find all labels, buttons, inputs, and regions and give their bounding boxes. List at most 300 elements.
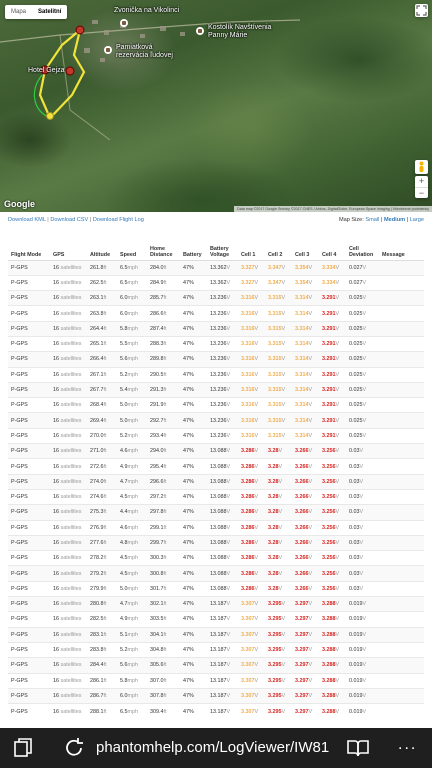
table-cell: 264.4ft bbox=[87, 321, 117, 336]
table-cell: 3.316V bbox=[238, 291, 265, 306]
table-cell: 3.291V bbox=[319, 367, 346, 382]
table-cell: 6.5mph bbox=[117, 260, 147, 275]
table-cell: 47% bbox=[180, 673, 207, 688]
table-cell: 0.025V bbox=[346, 352, 379, 367]
table-cell: 3.256V bbox=[319, 520, 346, 535]
table-cell: 3.316V bbox=[238, 321, 265, 336]
table-cell: 262.5ft bbox=[87, 275, 117, 290]
table-cell: 13.187V bbox=[207, 704, 238, 719]
table-cell: 3.315V bbox=[265, 291, 292, 306]
table-cell: 265.1ft bbox=[87, 336, 117, 351]
address-bar-url[interactable]: phantomhelp.com/LogViewer/IW81 bbox=[96, 739, 330, 756]
table-cell: 3.288V bbox=[319, 688, 346, 703]
table-cell: 3.286V bbox=[238, 566, 265, 581]
table-cell bbox=[379, 597, 424, 612]
browser-toolbar bbox=[0, 728, 432, 768]
table-cell: 13.088V bbox=[207, 489, 238, 504]
table-row bbox=[8, 321, 424, 336]
table-cell: 294.0ft bbox=[147, 444, 180, 459]
street-view-pegman[interactable] bbox=[415, 160, 428, 174]
table-cell bbox=[379, 612, 424, 627]
table-cell: 16 satellites bbox=[50, 428, 87, 443]
table-cell: P-GPS bbox=[8, 597, 50, 612]
table-cell: 3.28V bbox=[265, 566, 292, 581]
table-cell: 3.295V bbox=[265, 704, 292, 719]
column-header: Cell 3 bbox=[292, 234, 319, 260]
table-row bbox=[8, 704, 424, 719]
table-cell: 3.266V bbox=[292, 489, 319, 504]
table-cell: 13.088V bbox=[207, 520, 238, 535]
table-cell: 4.6mph bbox=[117, 520, 147, 535]
table-cell: 267.1ft bbox=[87, 367, 117, 382]
table-row bbox=[8, 520, 424, 535]
table-cell: 4.7mph bbox=[117, 597, 147, 612]
table-cell: 3.288V bbox=[319, 627, 346, 642]
table-cell: 5.8mph bbox=[117, 673, 147, 688]
table-cell: 274.6ft bbox=[87, 489, 117, 504]
table-cell: 307.0ft bbox=[147, 673, 180, 688]
table-cell: 3.307V bbox=[238, 627, 265, 642]
table-cell: 16 satellites bbox=[50, 535, 87, 550]
table-row bbox=[8, 489, 424, 504]
table-cell: 47% bbox=[180, 306, 207, 321]
table-cell: 3.307V bbox=[238, 688, 265, 703]
table-cell: 3.266V bbox=[292, 459, 319, 474]
poi-icon bbox=[104, 46, 112, 54]
table-cell: 13.236V bbox=[207, 321, 238, 336]
table-cell: 3.307V bbox=[238, 642, 265, 657]
column-header: Flight Mode bbox=[8, 234, 50, 260]
table-cell: 47% bbox=[180, 275, 207, 290]
table-cell: 4.6mph bbox=[117, 444, 147, 459]
table-cell: 3.291V bbox=[319, 321, 346, 336]
table-cell: 3.291V bbox=[319, 382, 346, 397]
refresh-button[interactable] bbox=[62, 736, 86, 760]
table-cell: P-GPS bbox=[8, 275, 50, 290]
table-cell: 3.354V bbox=[292, 275, 319, 290]
table-row bbox=[8, 413, 424, 428]
table-cell: 3.334V bbox=[319, 275, 346, 290]
table-cell: 3.291V bbox=[319, 336, 346, 351]
table-cell: 16 satellites bbox=[50, 581, 87, 596]
table-cell: 295.4ft bbox=[147, 459, 180, 474]
table-cell: 5.0mph bbox=[117, 398, 147, 413]
table-cell: 3.316V bbox=[238, 398, 265, 413]
table-cell: 16 satellites bbox=[50, 658, 87, 673]
table-cell: 16 satellites bbox=[50, 336, 87, 351]
table-cell bbox=[379, 275, 424, 290]
table-cell: 3.286V bbox=[238, 551, 265, 566]
fullscreen-icon bbox=[415, 4, 428, 17]
table-cell: P-GPS bbox=[8, 704, 50, 719]
table-cell: 47% bbox=[180, 566, 207, 581]
table-cell: 3.316V bbox=[238, 352, 265, 367]
table-cell: 299.1ft bbox=[147, 520, 180, 535]
table-cell: 3.286V bbox=[238, 444, 265, 459]
table-row bbox=[8, 275, 424, 290]
table-cell: 13.236V bbox=[207, 336, 238, 351]
table-cell: 47% bbox=[180, 382, 207, 397]
table-cell: 47% bbox=[180, 291, 207, 306]
flight-data-table-container[interactable] bbox=[8, 234, 424, 720]
table-cell: 3.28V bbox=[265, 459, 292, 474]
table-header-row bbox=[8, 234, 424, 260]
table-cell: 16 satellites bbox=[50, 489, 87, 504]
download-kml-link[interactable]: Download KML bbox=[8, 217, 46, 223]
table-cell: 47% bbox=[180, 459, 207, 474]
table-cell: 13.236V bbox=[207, 291, 238, 306]
table-row bbox=[8, 627, 424, 642]
table-cell: P-GPS bbox=[8, 459, 50, 474]
table-cell bbox=[379, 642, 424, 657]
table-cell: 3.314V bbox=[292, 428, 319, 443]
table-cell: 3.316V bbox=[238, 336, 265, 351]
table-row bbox=[8, 612, 424, 627]
table-cell: 13.088V bbox=[207, 551, 238, 566]
table-cell: 16 satellites bbox=[50, 642, 87, 657]
table-cell: 3.316V bbox=[238, 413, 265, 428]
table-cell: 3.314V bbox=[292, 336, 319, 351]
table-cell: 290.5ft bbox=[147, 367, 180, 382]
column-header: Cell 2 bbox=[265, 234, 292, 260]
table-cell bbox=[379, 291, 424, 306]
table-cell bbox=[379, 658, 424, 673]
map-size-small[interactable]: Small bbox=[365, 217, 380, 223]
table-cell: 3.286V bbox=[238, 474, 265, 489]
table-cell: P-GPS bbox=[8, 658, 50, 673]
table-cell: 0.03V bbox=[346, 489, 379, 504]
table-cell: P-GPS bbox=[8, 291, 50, 306]
download-bar: Download KML | Download CSV | Download Flight Log Map Size: Small | Medium | Large bbox=[8, 217, 424, 223]
table-cell: 3.28V bbox=[265, 444, 292, 459]
table-cell: 3.291V bbox=[319, 291, 346, 306]
column-header: Altitude bbox=[87, 234, 117, 260]
table-cell: 0.027V bbox=[346, 260, 379, 275]
table-cell: 3.286V bbox=[238, 489, 265, 504]
table-cell: 3.28V bbox=[265, 489, 292, 504]
table-cell: 3.295V bbox=[265, 673, 292, 688]
table-cell: 47% bbox=[180, 658, 207, 673]
table-cell: 275.3ft bbox=[87, 505, 117, 520]
map-type-control bbox=[5, 5, 67, 19]
table-cell: 3.266V bbox=[292, 551, 319, 566]
table-cell bbox=[379, 352, 424, 367]
table-cell: 0.025V bbox=[346, 428, 379, 443]
aircraft-marker bbox=[47, 113, 54, 120]
table-cell: 0.027V bbox=[346, 275, 379, 290]
table-cell: 47% bbox=[180, 413, 207, 428]
table-cell: 3.256V bbox=[319, 444, 346, 459]
table-cell: 13.236V bbox=[207, 352, 238, 367]
column-header: Battery Voltage bbox=[207, 234, 238, 260]
table-cell: 3.314V bbox=[292, 367, 319, 382]
table-cell: 3.295V bbox=[265, 627, 292, 642]
table-cell: 291.9ft bbox=[147, 398, 180, 413]
table-cell: 268.4ft bbox=[87, 398, 117, 413]
table-cell: 3.307V bbox=[238, 597, 265, 612]
table-cell: 47% bbox=[180, 260, 207, 275]
table-cell: 0.019V bbox=[346, 597, 379, 612]
table-cell: 278.2ft bbox=[87, 551, 117, 566]
table-cell: 3.295V bbox=[265, 658, 292, 673]
table-cell: 47% bbox=[180, 336, 207, 351]
table-cell: 288.1ft bbox=[87, 704, 117, 719]
table-cell: 5.6mph bbox=[117, 352, 147, 367]
table-cell: 3.315V bbox=[265, 413, 292, 428]
table-cell: 309.4ft bbox=[147, 704, 180, 719]
table-cell: P-GPS bbox=[8, 413, 50, 428]
table-cell: 3.291V bbox=[319, 398, 346, 413]
table-cell: 0.025V bbox=[346, 321, 379, 336]
table-cell bbox=[379, 306, 424, 321]
table-cell: 3.297V bbox=[292, 627, 319, 642]
reading-view-button[interactable] bbox=[346, 736, 370, 760]
table-cell: P-GPS bbox=[8, 520, 50, 535]
table-cell: 13.236V bbox=[207, 382, 238, 397]
table-cell bbox=[379, 413, 424, 428]
table-cell: 6.5mph bbox=[117, 704, 147, 719]
table-cell: 0.019V bbox=[346, 673, 379, 688]
table-cell: 16 satellites bbox=[50, 367, 87, 382]
table-cell: P-GPS bbox=[8, 336, 50, 351]
map-attribution[interactable]: Data map ©2017 Google Snímky ©2017 CNES / Airbus, DigitalGlobe, European Space Imaging | Všeobecné podmienky bbox=[234, 206, 432, 212]
fullscreen-button[interactable] bbox=[415, 4, 428, 17]
table-cell: 16 satellites bbox=[50, 444, 87, 459]
table-cell: 4.7mph bbox=[117, 474, 147, 489]
table-cell: 16 satellites bbox=[50, 260, 87, 275]
zoom-in-button[interactable]: + bbox=[418, 176, 425, 186]
table-row bbox=[8, 642, 424, 657]
table-cell: P-GPS bbox=[8, 444, 50, 459]
table-cell: 3.256V bbox=[319, 551, 346, 566]
table-cell: 302.1ft bbox=[147, 597, 180, 612]
more-options-button[interactable]: ... bbox=[398, 736, 418, 753]
table-cell: 284.0ft bbox=[147, 260, 180, 275]
table-cell: 0.019V bbox=[346, 642, 379, 657]
map-type-satellite[interactable]: Satelitní bbox=[38, 9, 62, 15]
table-cell: 3.314V bbox=[292, 291, 319, 306]
map-size-large[interactable]: Large bbox=[409, 217, 424, 223]
table-cell: 3.291V bbox=[319, 428, 346, 443]
table-cell: 3.286V bbox=[238, 459, 265, 474]
table-cell: 3.297V bbox=[292, 688, 319, 703]
table-cell bbox=[379, 382, 424, 397]
table-cell: 3.315V bbox=[265, 321, 292, 336]
table-cell bbox=[379, 367, 424, 382]
table-cell bbox=[379, 520, 424, 535]
table-cell: 3.286V bbox=[238, 505, 265, 520]
table-cell: 3.297V bbox=[292, 612, 319, 627]
table-cell: 3.256V bbox=[319, 566, 346, 581]
table-cell: 3.316V bbox=[238, 306, 265, 321]
table-cell: 3.288V bbox=[319, 704, 346, 719]
table-cell: 3.347V bbox=[265, 260, 292, 275]
table-cell: 3.28V bbox=[265, 520, 292, 535]
table-cell: 280.8ft bbox=[87, 597, 117, 612]
table-cell: 3.315V bbox=[265, 336, 292, 351]
flight-map[interactable] bbox=[0, 0, 432, 212]
table-cell bbox=[379, 474, 424, 489]
table-cell: 47% bbox=[180, 474, 207, 489]
table-cell: 284.9ft bbox=[147, 275, 180, 290]
table-cell: 5.4mph bbox=[117, 382, 147, 397]
table-cell: 3.295V bbox=[265, 688, 292, 703]
table-cell: 13.362V bbox=[207, 260, 238, 275]
download-flight-log-link[interactable]: Download Flight Log bbox=[92, 217, 144, 223]
table-cell: 13.187V bbox=[207, 642, 238, 657]
table-cell: 3.266V bbox=[292, 566, 319, 581]
table-cell: 3.266V bbox=[292, 444, 319, 459]
table-cell: 16 satellites bbox=[50, 306, 87, 321]
table-cell: 5.8mph bbox=[117, 321, 147, 336]
table-cell: 0.025V bbox=[346, 367, 379, 382]
table-cell: 283.8ft bbox=[87, 642, 117, 657]
table-cell: 4.9mph bbox=[117, 459, 147, 474]
table-cell: 5.6mph bbox=[117, 658, 147, 673]
table-cell bbox=[379, 535, 424, 550]
table-cell: 5.0mph bbox=[117, 581, 147, 596]
table-cell bbox=[379, 581, 424, 596]
table-cell bbox=[379, 627, 424, 642]
table-cell: 16 satellites bbox=[50, 352, 87, 367]
table-cell: 13.236V bbox=[207, 367, 238, 382]
table-cell: 0.03V bbox=[346, 444, 379, 459]
table-row bbox=[8, 551, 424, 566]
table-cell: 47% bbox=[180, 688, 207, 703]
table-cell: 299.7ft bbox=[147, 535, 180, 550]
zoom-control bbox=[415, 176, 428, 198]
map-label: Panny Márie bbox=[208, 32, 248, 39]
table-cell: 3.28V bbox=[265, 551, 292, 566]
table-cell: 3.256V bbox=[319, 474, 346, 489]
table-cell: 16 satellites bbox=[50, 275, 87, 290]
table-cell: 3.327V bbox=[238, 275, 265, 290]
table-cell: 3.314V bbox=[292, 398, 319, 413]
table-cell: 304.1ft bbox=[147, 627, 180, 642]
table-row bbox=[8, 398, 424, 413]
table-cell: 292.7ft bbox=[147, 413, 180, 428]
table-cell: 16 satellites bbox=[50, 291, 87, 306]
table-row bbox=[8, 505, 424, 520]
table-cell: 13.187V bbox=[207, 612, 238, 627]
table-cell bbox=[379, 459, 424, 474]
table-cell: 3.286V bbox=[238, 535, 265, 550]
table-cell: 3.315V bbox=[265, 367, 292, 382]
table-cell: 279.2ft bbox=[87, 566, 117, 581]
table-cell: 4.5mph bbox=[117, 489, 147, 504]
map-size-medium[interactable]: Medium bbox=[383, 217, 406, 223]
table-cell: 297.8ft bbox=[147, 505, 180, 520]
tabs-button[interactable] bbox=[12, 736, 36, 760]
poi-icon bbox=[196, 27, 204, 35]
column-header: Battery bbox=[180, 234, 207, 260]
table-cell: 3.314V bbox=[292, 321, 319, 336]
table-cell: 3.291V bbox=[319, 352, 346, 367]
table-cell: 287.4ft bbox=[147, 321, 180, 336]
table-cell: 0.019V bbox=[346, 704, 379, 719]
table-cell: 303.5ft bbox=[147, 612, 180, 627]
table-cell: 288.3ft bbox=[147, 336, 180, 351]
table-cell: 16 satellites bbox=[50, 413, 87, 428]
download-csv-link[interactable]: Download CSV bbox=[50, 217, 89, 223]
table-cell: 16 satellites bbox=[50, 597, 87, 612]
table-cell: 4.8mph bbox=[117, 535, 147, 550]
table-cell: 13.187V bbox=[207, 597, 238, 612]
pegman-icon bbox=[415, 160, 428, 174]
table-cell: P-GPS bbox=[8, 382, 50, 397]
table-cell: 13.236V bbox=[207, 428, 238, 443]
table-cell bbox=[379, 444, 424, 459]
table-cell: 16 satellites bbox=[50, 321, 87, 336]
table-cell: 13.088V bbox=[207, 444, 238, 459]
table-cell: 47% bbox=[180, 321, 207, 336]
table-cell: P-GPS bbox=[8, 688, 50, 703]
table-cell: 3.334V bbox=[319, 260, 346, 275]
column-header: Cell 4 bbox=[319, 234, 346, 260]
table-cell: 3.307V bbox=[238, 704, 265, 719]
table-cell: 13.187V bbox=[207, 658, 238, 673]
table-cell: 286.6ft bbox=[147, 306, 180, 321]
table-cell: 5.0mph bbox=[117, 413, 147, 428]
table-cell bbox=[379, 505, 424, 520]
table-cell bbox=[379, 398, 424, 413]
table-cell: 16 satellites bbox=[50, 398, 87, 413]
table-cell: 4.5mph bbox=[117, 551, 147, 566]
table-row bbox=[8, 566, 424, 581]
table-cell: 3.315V bbox=[265, 306, 292, 321]
table-cell: 276.9ft bbox=[87, 520, 117, 535]
table-cell: 3.256V bbox=[319, 489, 346, 504]
table-cell: 13.088V bbox=[207, 505, 238, 520]
table-cell: 3.291V bbox=[319, 413, 346, 428]
table-cell: 6.5mph bbox=[117, 275, 147, 290]
table-row bbox=[8, 382, 424, 397]
table-cell: 3.295V bbox=[265, 612, 292, 627]
table-cell bbox=[379, 428, 424, 443]
table-cell: P-GPS bbox=[8, 428, 50, 443]
table-row bbox=[8, 367, 424, 382]
table-cell: 3.307V bbox=[238, 658, 265, 673]
table-cell: 0.03V bbox=[346, 459, 379, 474]
table-cell: 3.256V bbox=[319, 535, 346, 550]
column-header: Cell 1 bbox=[238, 234, 265, 260]
map-type-mapa[interactable]: Mapa bbox=[11, 9, 27, 15]
table-cell: 6.0mph bbox=[117, 688, 147, 703]
zoom-out-button[interactable]: − bbox=[415, 187, 428, 198]
table-cell: 0.019V bbox=[346, 627, 379, 642]
table-cell: 266.4ft bbox=[87, 352, 117, 367]
table-cell: 16 satellites bbox=[50, 673, 87, 688]
refresh-icon bbox=[62, 736, 86, 760]
table-cell: 0.025V bbox=[346, 291, 379, 306]
table-cell: 0.03V bbox=[346, 474, 379, 489]
table-cell: 4.4mph bbox=[117, 505, 147, 520]
table-cell: 3.315V bbox=[265, 428, 292, 443]
table-row bbox=[8, 336, 424, 351]
table-cell: 13.187V bbox=[207, 627, 238, 642]
table-row bbox=[8, 474, 424, 489]
table-cell: 0.019V bbox=[346, 688, 379, 703]
table-cell bbox=[379, 336, 424, 351]
column-header: Home Distance bbox=[147, 234, 180, 260]
waypoint-marker bbox=[66, 67, 74, 75]
map-size-selector: Map Size: Small | Medium | Large bbox=[338, 217, 424, 223]
table-cell bbox=[379, 489, 424, 504]
table-cell: 16 satellites bbox=[50, 566, 87, 581]
table-cell: 3.314V bbox=[292, 352, 319, 367]
table-cell: 300.8ft bbox=[147, 566, 180, 581]
table-cell: 263.1ft bbox=[87, 291, 117, 306]
